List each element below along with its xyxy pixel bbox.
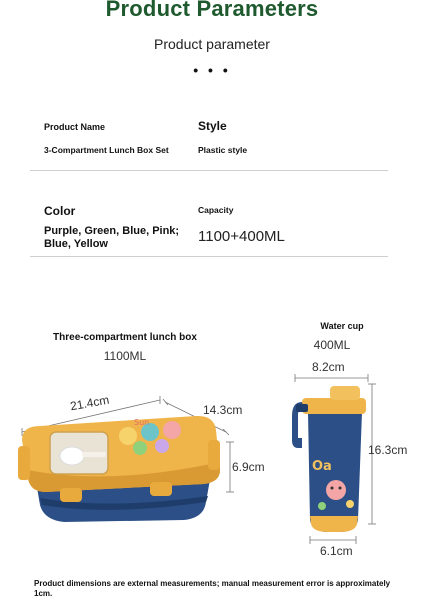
svg-text:Sun: Sun <box>134 418 150 427</box>
lunch-box-width: 14.3cm <box>203 403 243 417</box>
decorative-dots: • • • <box>193 62 231 78</box>
style-value: Plastic style <box>198 145 248 155</box>
water-cup-bottom-diameter: 6.1cm <box>320 544 353 558</box>
product-name-label: Product Name <box>44 122 106 132</box>
capacity-label: Capacity <box>198 205 234 215</box>
color-value: Purple, Green, Blue, Pink; Blue, Yellow <box>44 225 180 250</box>
water-cup-title: Water cup <box>320 321 364 331</box>
style-label: Style <box>198 119 227 133</box>
water-cup-height: 16.3cm <box>368 443 408 457</box>
lunch-box-capacity: 1100ML <box>103 349 147 363</box>
page-title: Product Parameters <box>105 0 319 21</box>
page-subtitle: Product parameter <box>154 36 270 52</box>
capacity-value: 1100+400ML <box>198 228 285 245</box>
water-cup-capacity: 400ML <box>313 338 351 352</box>
lunch-box-image <box>18 416 220 522</box>
lunch-box-title: Three-compartment lunch box <box>53 332 197 343</box>
water-cup-top-diameter: 8.2cm <box>312 360 345 374</box>
lunch-box-length: 21.4cm <box>69 392 111 414</box>
water-cup-image <box>292 386 366 532</box>
product-name-value: 3-Compartment Lunch Box Set <box>44 145 169 155</box>
lunch-box-height: 6.9cm <box>232 460 265 474</box>
measurement-footnote: Product dimensions are external measurements; manual measurement error is approximately 1cm. <box>34 579 391 598</box>
svg-text:Oa: Oa <box>312 459 332 474</box>
color-label: Color <box>44 204 76 218</box>
